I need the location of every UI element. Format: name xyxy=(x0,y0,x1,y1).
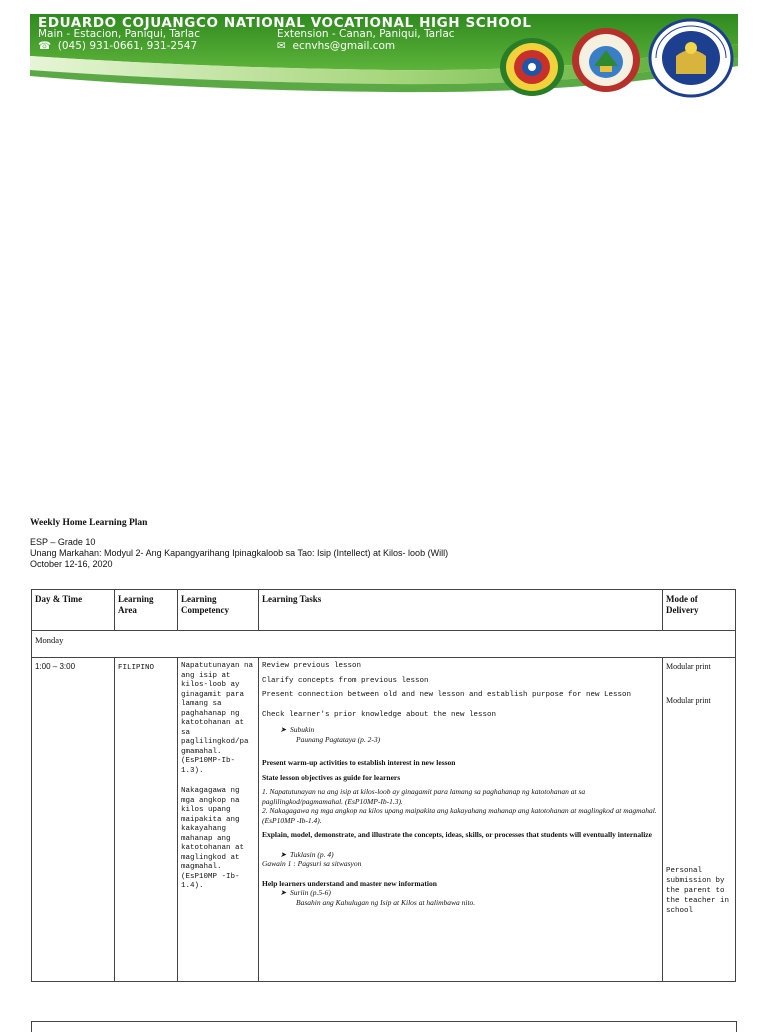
task-suriin: ➤ Suriin (p.5-6) xyxy=(280,888,331,897)
task-warm-up: Present warm-up activities to establish interest in new lesson xyxy=(262,758,456,767)
plan-module: Unang Markahan: Modyul 2- Ang Kapangyarihang Ipinagkaloob sa Tao: Isip (Intellect) at Kilos- loob (Will) xyxy=(30,548,449,558)
arrow-bullet-icon: ➤ xyxy=(280,725,287,734)
competency-2: Nakagagawa ng mga angkop na kilos upang maipakita ang kakayahang mahanap ang katotohanan at maglingkod at magmahal. (EsP10MP -Ib-1.4). xyxy=(181,787,245,890)
task-subukin: ➤ Subukin xyxy=(280,725,315,734)
tasks-cell xyxy=(259,658,663,982)
school-seal-icon xyxy=(498,36,566,98)
task-clarify: Clarify concepts from previous lesson xyxy=(262,676,429,685)
task-review: Review previous lesson xyxy=(262,662,362,670)
phone-number: (045) 931-0661, 931-2547 xyxy=(57,40,198,52)
mode-3: Personal submission by the parent to the teacher in school xyxy=(666,867,730,915)
competency-cell xyxy=(178,658,259,982)
next-table-edge xyxy=(31,1021,737,1032)
header-mode-of-delivery: Mode of Delivery xyxy=(663,590,736,631)
area-value: FILIPINO xyxy=(118,664,155,672)
task-connection: Present connection between old and new lesson and establish purpose for new Lesson xyxy=(262,691,632,699)
header-learning-tasks: Learning Tasks xyxy=(259,590,663,631)
table-header-row xyxy=(32,590,736,631)
phone-icon: ☎ xyxy=(38,40,52,52)
task-objectives: State lesson objectives as guide for learners xyxy=(262,772,401,782)
arrow-bullet-icon: ➤ xyxy=(280,849,287,859)
plan-dates: October 12-16, 2020 xyxy=(30,559,113,569)
mode-1: Modular print xyxy=(666,662,711,671)
envelope-icon: ✉ xyxy=(277,40,286,52)
mode-cell xyxy=(663,658,736,982)
task-explain: Explain, model, demonstrate, and illustrate the concepts, ideas, skills, or processes that students will eventually internalize xyxy=(262,830,652,839)
time-value: 1:00 – 3:00 xyxy=(35,662,76,671)
task-master-info: Help learners understand and master new information xyxy=(262,878,437,888)
email-address: ecnvhs@gmail.com xyxy=(292,40,396,52)
email-line xyxy=(277,40,395,52)
plan-title: Weekly Home Learning Plan xyxy=(30,518,148,528)
day-label: Monday xyxy=(32,631,736,658)
school-name: EDUARDO COJUANGCO NATIONAL VOCATIONAL HIGH SCHOOL xyxy=(38,15,532,31)
table-row xyxy=(32,658,736,982)
extension-address: Extension - Canan, Paniqui, Tarlac xyxy=(277,28,455,40)
main-campus-address: Main - Estacion, Paniqui, Tarlac xyxy=(38,28,200,40)
arrow-bullet-icon: ➤ xyxy=(280,888,287,897)
competency-1: Napatutunayan na ang isip at kilos-loob ay ginagamit para lamang sa paghahanap ng katotohanan at sa paglilingkod/pa gmamahal. (EsP10MP-Ib-1.3). xyxy=(181,662,254,775)
header-learning-area: Learning Area xyxy=(115,590,178,631)
time-cell xyxy=(32,658,115,982)
task-paunang-pagtataya: Paunang Pagtataya (p. 2-3) xyxy=(296,734,381,744)
task-basahin: Basahin ang Kahulugan ng Isip at Kilos at halimbawa nito. xyxy=(296,897,476,907)
school-banner xyxy=(30,14,738,104)
phone-line xyxy=(38,40,197,52)
objective-1: 1. Napatutunayan na ang isip at kilos-loob ay ginagamit para lamang sa paghahanap ng katotohanan at sa paglilingkod/pagmamahal. (EsP10MP-Ib-1.3). xyxy=(262,787,586,806)
plan-subject: ESP – Grade 10 xyxy=(30,537,96,547)
objective-2: 2. Nakagagawa ng mga angkop na kilos upang maipakita ang kakayahang mahanap ang katotohanan at maglingkod at magmahal. (EsP10MP -Ib-1.4). xyxy=(262,806,657,825)
header-day-time: Day & Time xyxy=(32,590,115,631)
area-cell xyxy=(115,658,178,982)
day-row xyxy=(32,631,736,658)
plan-meta xyxy=(30,537,448,570)
task-tuklasin: ➤ Tuklasin (p. 4) xyxy=(280,849,334,859)
header-learning-competency: Learning Competency xyxy=(178,590,259,631)
learning-plan-table xyxy=(31,589,736,982)
deped-seal-icon xyxy=(648,18,734,98)
division-seal-icon xyxy=(570,26,642,94)
mode-2: Modular print xyxy=(666,696,711,705)
task-prior-knowledge: Check learner's prior knowledge about the new lesson xyxy=(262,710,497,719)
task-gawain-1: Gawain 1 : Pagsuri sa sitwasyon xyxy=(262,859,362,868)
